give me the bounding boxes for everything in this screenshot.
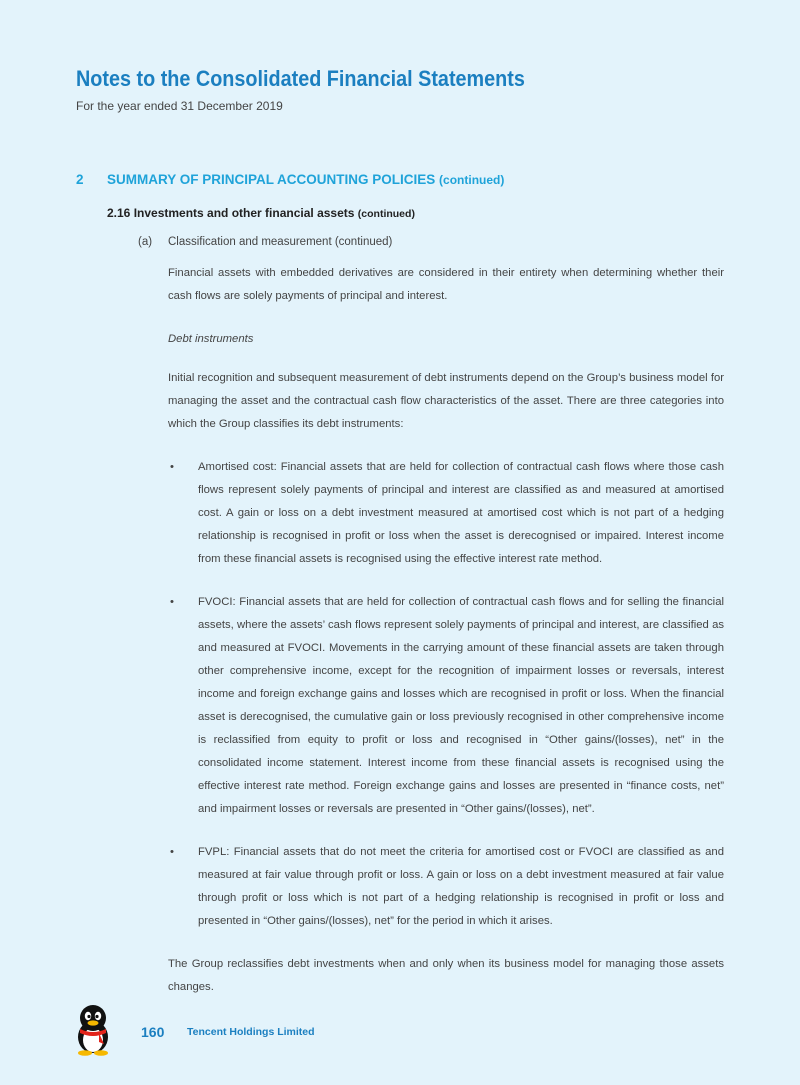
page-number: 160	[141, 1024, 165, 1040]
paragraph-initial-recognition: Initial recognition and subsequent measurement of debt instruments depend on the Group’s business model for managing the asset and the contractual cash flow characteristics of the asset. There are three categories into which the Group classifies its debt instruments:	[168, 372, 724, 430]
bullet-text-fvoci: FVOCI: Financial assets that are held for collection of contractual cash flows and for selling the financial assets, where the assets’ cash flows represent solely payments of principal and interest, are classified as and measured at FVOCI. Movements in the carrying amount of these financial assets are taken through other comprehensive income, except for the recognition of impairment losses or reversals, interest income and foreign exchange gains and losses which are recognised in profit or loss. When the financial asset is derecognised, the cumulative gain or loss previously recognised in other comprehensive income is reclassified from equity to profit or loss and recognised in “Other gains/(losses), net” in the consolidated income statement. Interest income from these financial assets is recognised using the effective interest rate method. Foreign exchange gains and losses are presented in “finance costs, net” and impairment losses or reversals are presented in “Other gains/(losses), net”.	[198, 596, 724, 815]
paragraph-embedded-derivatives: Financial assets with embedded derivatives are considered in their entirety when determining whether their cash flows are solely payments of principal and interest.	[168, 267, 724, 302]
section-heading	[76, 172, 504, 187]
list-item	[168, 841, 724, 933]
item-label: (a)	[138, 236, 153, 248]
bullet-text-fvpl: FVPL: Financial assets that do not meet the criteria for amortised cost or FVOCI are classified as and measured at fair value through profit or loss. A gain or loss on a debt investment measured at fair value through profit or loss which is not part of a hedging relationship is recognised in profit or loss and presented in “Other gains/(losses), net” for the period in which it arises.	[198, 846, 724, 927]
bullet-list	[168, 456, 724, 933]
bullet-icon: •	[170, 596, 174, 608]
body-content	[168, 262, 724, 1019]
subsection-title: 2.16 Investments and other financial assets	[107, 206, 355, 220]
page-title: Notes to the Consolidated Financial Statements	[76, 66, 525, 91]
section-continued: (continued)	[439, 173, 505, 187]
penguin-mascot-icon	[73, 1004, 113, 1056]
paragraph-reclassification: The Group reclassifies debt investments when and only when its business model for managing those assets changes.	[168, 958, 724, 993]
bullet-icon: •	[170, 846, 174, 858]
debt-instruments-heading: Debt instruments	[168, 333, 254, 345]
list-item	[168, 456, 724, 571]
subsection-heading	[107, 206, 415, 220]
item-text: Classification and measurement (continued)	[168, 236, 393, 248]
page-subtitle: For the year ended 31 December 2019	[76, 99, 283, 113]
bullet-icon: •	[170, 461, 174, 473]
list-item	[168, 591, 724, 821]
subsection-continued: (continued)	[357, 208, 415, 220]
section-title: SUMMARY OF PRINCIPAL ACCOUNTING POLICIES	[107, 172, 436, 187]
section-number: 2	[76, 172, 84, 187]
company-name: Tencent Holdings Limited	[187, 1026, 315, 1038]
bullet-text-amortised-cost: Amortised cost: Financial assets that are held for collection of contractual cash flows where those cash flows represent solely payments of principal and interest are classified as and measured at amortised cost. A gain or loss on a debt investment measured at amortised cost which is not part of a hedging relationship is recognised in profit or loss when the asset is derecognised or impaired. Interest income from these financial assets is recognised using the effective interest rate method.	[198, 461, 724, 565]
